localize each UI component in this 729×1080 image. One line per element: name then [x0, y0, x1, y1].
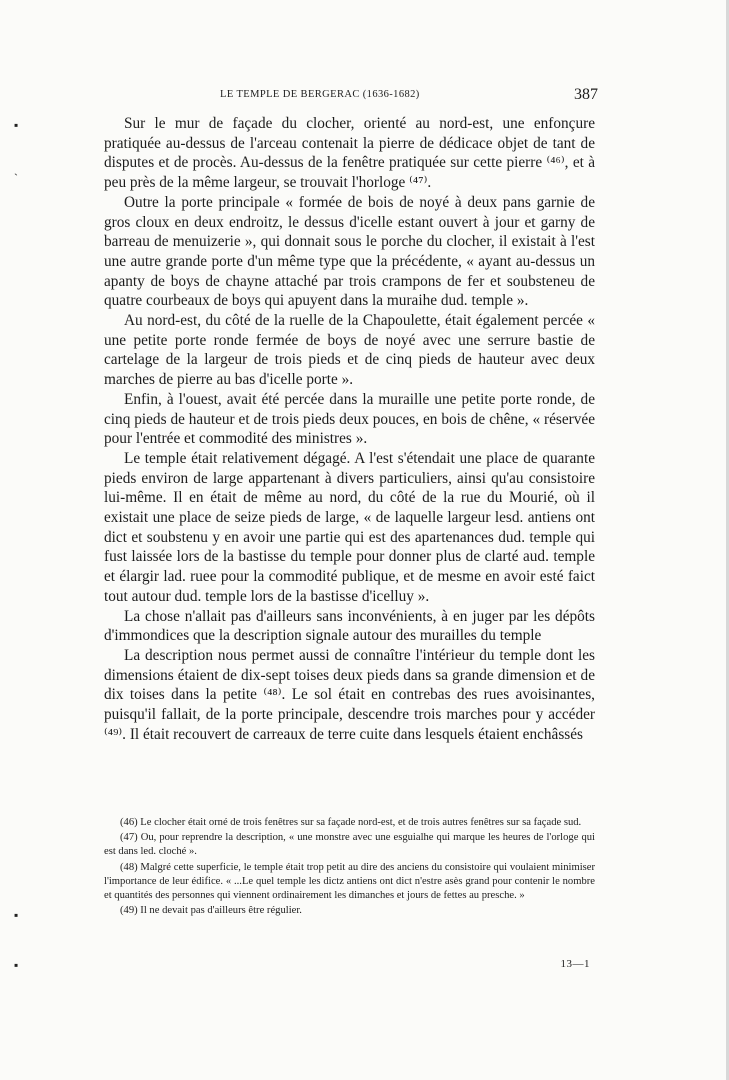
footnote: (48) Malgré cette superficie, le temple était trop petit au dire des anciens du consistoire qui voulaient minimiser l'importance de leur édifice. « ...Le quel temple les dictz antiens ont dict n'estre asès grand pour contenir le nombre et quantités des personnes qui viennent ordinairement les dimanches et jours de fettes au presche. » — [104, 861, 595, 902]
paragraph: Le temple était relativement dégagé. A l'est s'étendait une place de quarante pieds environ de large appartenant à divers particuliers, ainsi qu'au consistoire lui-même. Il en était de même au nord, du côté de la rue du Mourié, où il existait une place de seize pieds de large, « de laquelle largeur lesd. antiens ont dict et soubstenu y en avoir une partie qui est des apartenances dud. temple qui fust laissée lors de la bastisse du temple pour donner plus de clarté aud. temple et élargir lad. ruee pour la commodité publique, et de mesme en avoir esté faict tout autour dud. temple lors de la bastisse d'icelluy ». — [104, 449, 595, 605]
footnotes — [104, 816, 595, 919]
paragraph: Outre la porte principale « formée de bois de noyé à deux pans garnie de gros cloux en deux endroitz, le dessus d'icelle estant ouvert à jour et garny de barreau de menuizerie », qui donnait sous le porche du clocher, il existait à l'est une autre grande porte d'un même type que la précédente, « ayant au-dessus un apanty de boys de chayne attaché par trois crampons de fer et soubsteneu de quatre courbeaux de boys qui apuyent dans la muraihe dud. temple ». — [104, 193, 595, 310]
margin-mark: ▪ — [14, 908, 19, 922]
running-head — [108, 86, 598, 108]
margin-mark: ▪ — [14, 118, 19, 132]
page-number: 387 — [574, 86, 598, 103]
paragraph: La description nous permet aussi de connaître l'intérieur du temple dont les dimensions étaient de dix-sept toises deux pieds dans sa grande dimension et de dix toises dans la petite ⁽⁴⁸⁾. Le sol était en contrebas des rues avoisinantes, puisqu'il fallait, de la porte principale, descendre trois marches pour y accéder ⁽⁴⁹⁾. Il était recouvert de carreaux de terre cuite dans lesquels étaient enchâssés — [104, 646, 595, 743]
paragraph: Enfin, à l'ouest, avait été percée dans la muraille une petite porte ronde, de cinq pieds de hauteur et de trois pieds deux pouces, en bois de chêne, « réservée pour l'entrée et commodité des ministres ». — [104, 390, 595, 448]
margin-mark: ▪ — [14, 958, 19, 972]
footnote: (47) Ou, pour reprendre la description, « une monstre avec une esguialhe qui marque les heures de l'orloge qui est dans led. cloché ». — [104, 832, 595, 858]
paragraph: Au nord-est, du côté de la ruelle de la Chapoulette, était également percée « une petite porte ronde fermée de boys de noyé avec une serrure bastie de cartelage de la largeur de trois pieds et de cinq pieds de hauteur avec deux marches de pierre au bas d'icelle porte ». — [104, 312, 595, 389]
footnote: (49) Il ne devait pas d'ailleurs être régulier. — [120, 905, 302, 917]
paragraph: Sur le mur de façade du clocher, orienté au nord-est, une enfonçure pratiquée au-dessus de l'arceau contenait la pierre de dédicace objet de tant de disputes et de procès. Au-dessus de la fenêtre pratiquée sur cette pierre ⁽⁴⁶⁾, et à peu près de la même largeur, se trouvait l'horloge ⁽⁴⁷⁾. — [104, 115, 595, 192]
body-text — [104, 114, 595, 745]
paragraph: La chose n'allait pas d'ailleurs sans inconvénients, à en juger par les dépôts d'immondices que la description signale autour des murailles du temple — [104, 607, 595, 645]
margin-mark: ˎ — [14, 162, 18, 176]
running-title: LE TEMPLE DE BERGERAC (1636-1682) — [220, 89, 420, 100]
footnote: (46) Le clocher était orné de trois fenêtres sur sa façade nord-est, et de trois autres fenêtres sur sa façade sud. — [120, 817, 582, 828]
signature-mark: 13—1 — [560, 958, 590, 970]
